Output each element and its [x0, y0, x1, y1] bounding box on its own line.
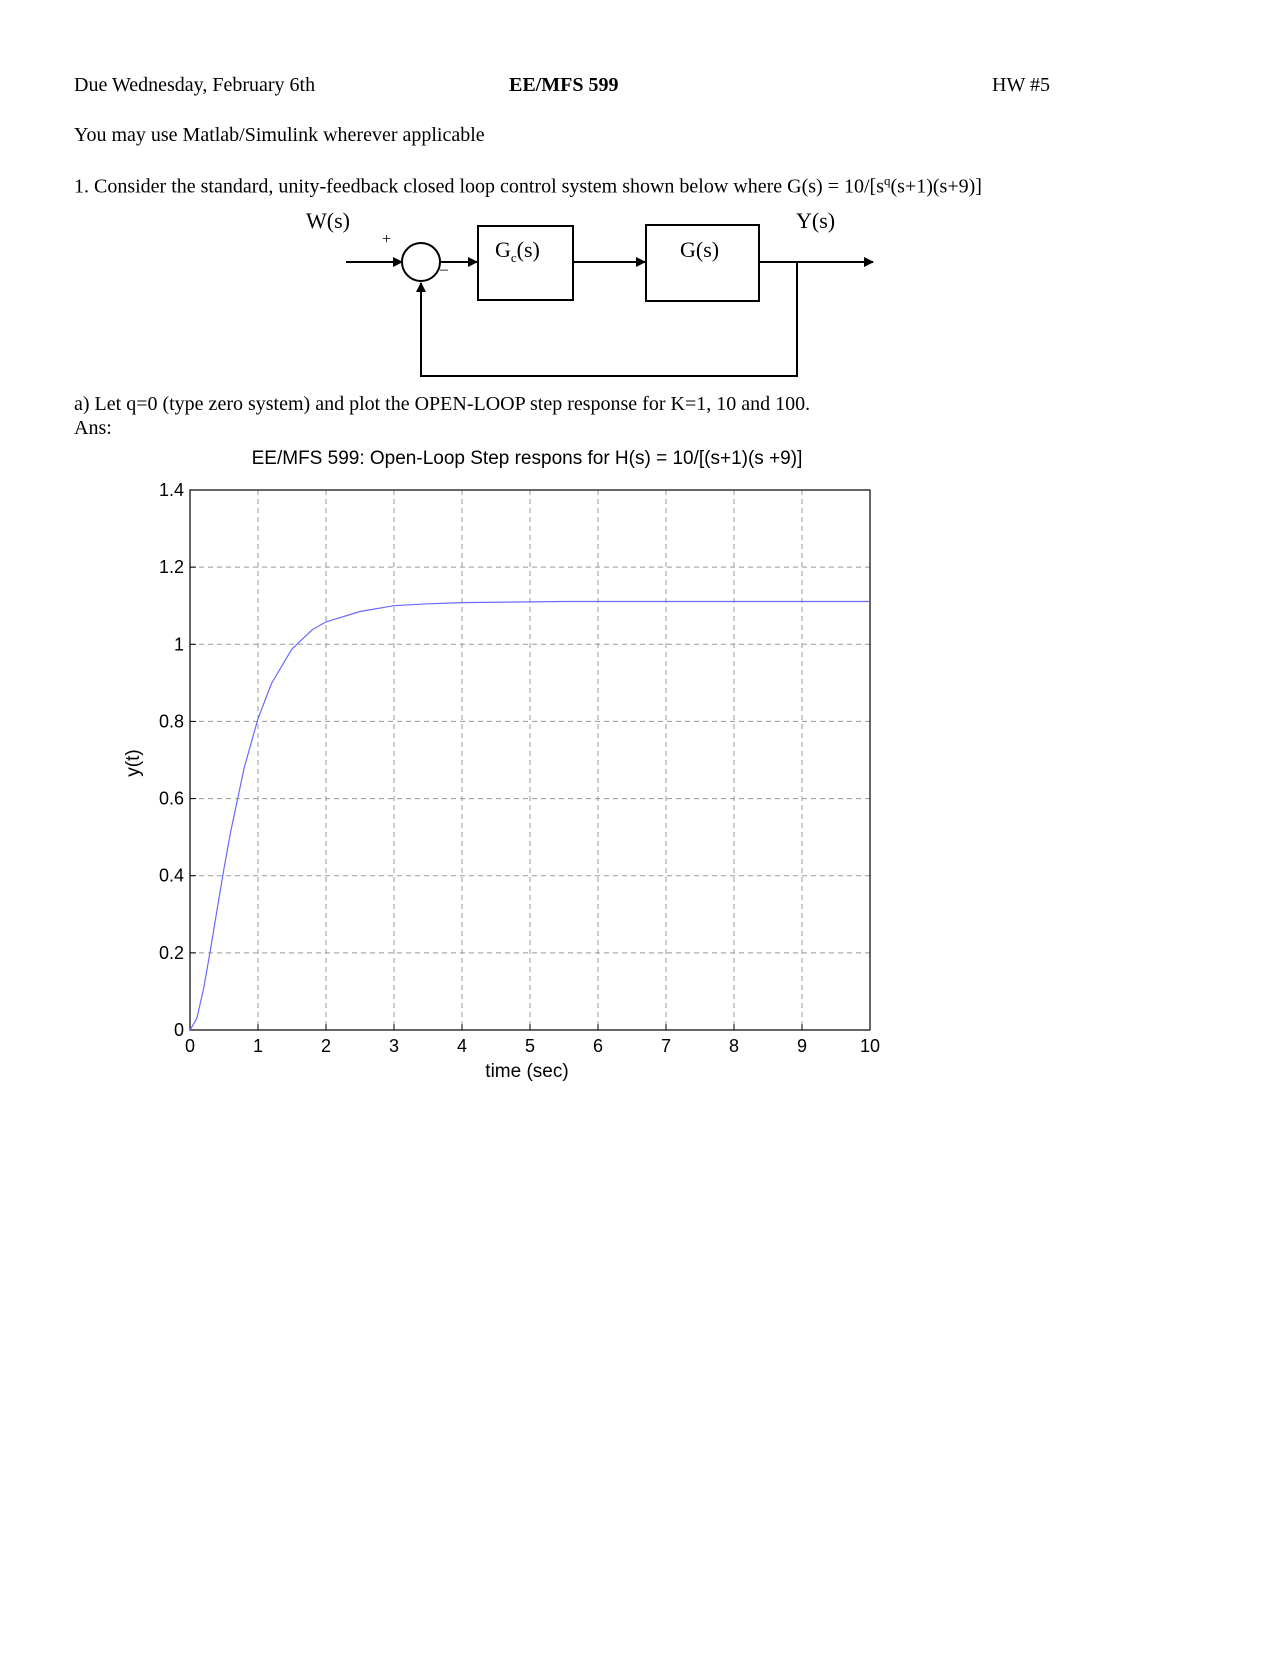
chart-title: EE/MFS 599: Open-Loop Step respons for H(s) = 10/[(s+1)(s +9)]: [251, 448, 803, 469]
x-axis-label: time (sec): [485, 1061, 569, 1082]
x-tick-label: 7: [660, 1036, 672, 1056]
y-tick-label: 1.4: [158, 480, 184, 500]
part-a-question: a) Let q=0 (type zero system) and plot the OPEN-LOOP step response for K=1, 10 and 100.: [74, 393, 811, 415]
x-tick-label: 0: [184, 1036, 196, 1056]
x-tick-label: 3: [388, 1036, 400, 1056]
due-date: Due Wednesday, February 6th: [74, 74, 316, 96]
plus-sign: +: [382, 231, 392, 248]
x-tick-label: 8: [728, 1036, 740, 1056]
y-tick-label: 0.4: [158, 865, 184, 886]
y-axis-label: y(t): [123, 749, 144, 777]
x-tick-label: 5: [524, 1036, 536, 1056]
minus-sign: –: [440, 261, 448, 278]
step-response-chart: [0, 440, 1280, 1100]
x-tick-label: 4: [456, 1036, 468, 1056]
y-tick-label: 0.2: [158, 942, 184, 963]
x-tick-label: 9: [796, 1036, 808, 1056]
block-diagram: [0, 200, 1280, 390]
x-tick-label: 1: [252, 1036, 264, 1056]
output-label: Y(s): [796, 208, 836, 233]
summing-junction: [402, 243, 440, 281]
input-label: W(s): [306, 208, 350, 233]
y-tick-label: 1.2: [158, 557, 184, 578]
y-tick-label: 1: [173, 634, 184, 655]
exponent-q: q: [884, 173, 891, 188]
x-tick-label: 10: [859, 1036, 881, 1056]
problem-1-text-end: (s+1)(s+9)]: [890, 175, 982, 198]
y-tick-label: 0: [173, 1020, 184, 1040]
x-tick-label: 2: [320, 1036, 332, 1056]
problem-1-text: 1. Consider the standard, unity-feedback closed loop control system shown below where G(s) = 10/[s: [74, 175, 884, 198]
answer-label: Ans:: [74, 417, 112, 439]
y-tick-label: 0.8: [158, 711, 184, 732]
problem-1-statement: [74, 173, 982, 199]
course-title: EE/MFS 599: [509, 74, 619, 96]
matlab-note: You may use Matlab/Simulink wherever applicable: [74, 124, 485, 146]
plant-label: G(s): [680, 237, 720, 262]
y-tick-label: 0.6: [158, 788, 184, 809]
homework-number: HW #5: [992, 74, 1050, 96]
controller-label: $G_c(s)$: [495, 237, 540, 265]
x-tick-label: 6: [592, 1036, 604, 1056]
